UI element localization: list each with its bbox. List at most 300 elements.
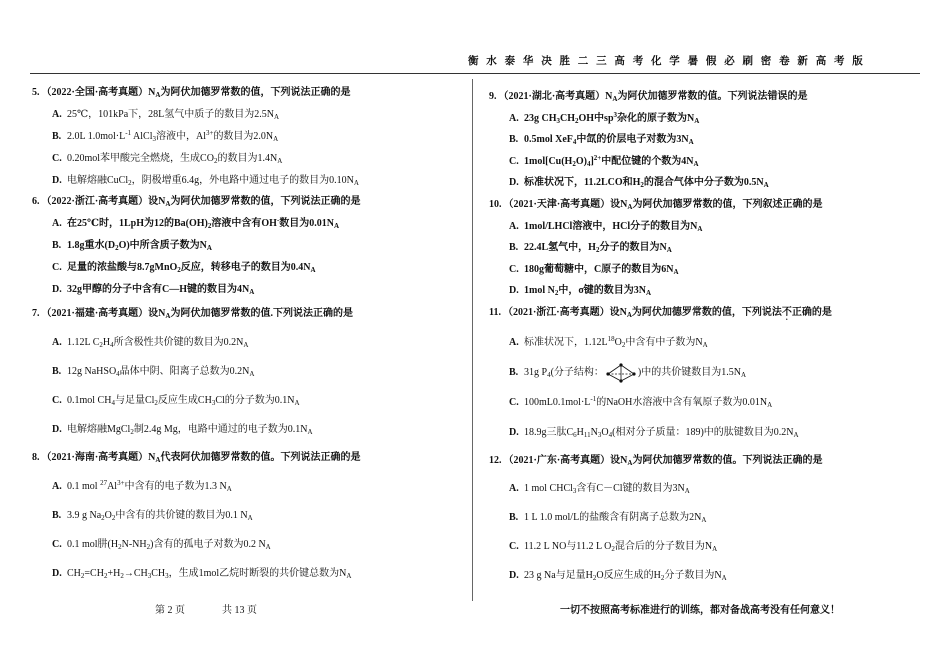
subscript: 4 — [110, 340, 114, 349]
footer-page-number: 第 2 页 — [155, 605, 185, 616]
question-number: 6. — [32, 196, 40, 207]
option-c — [489, 533, 822, 562]
question-text — [610, 199, 822, 210]
text-run: 设N — [148, 307, 166, 319]
text-run: O — [601, 427, 609, 438]
subscript: 2 — [621, 341, 626, 349]
subscript: A — [334, 222, 340, 230]
question-text — [610, 307, 832, 318]
question-10 — [489, 194, 822, 302]
option-label: B. — [52, 365, 62, 377]
text-run: 电解熔融CuCl — [67, 175, 129, 186]
option-label: D. — [52, 284, 62, 295]
subscript: 4 — [547, 371, 551, 379]
text-run: 为阿伏加德罗常数的值，下列说法正确的是 — [170, 196, 361, 207]
option-a — [489, 216, 822, 238]
text-run: 溶液中，Al — [155, 131, 206, 142]
question-number: 10. — [489, 199, 502, 210]
text-run: 0.5mol XeF — [524, 134, 573, 145]
question-6 — [32, 191, 360, 301]
subscript: A — [694, 116, 700, 125]
subscript: A — [346, 571, 352, 580]
footer-slogan: 一切不按照高考标准进行的训练，都对备战高考没有任何意义！ — [560, 605, 840, 616]
subscript: A — [273, 135, 279, 143]
subscript: A — [155, 91, 161, 99]
option-label: A. — [52, 480, 62, 492]
text-run: 设N — [610, 199, 628, 210]
option-label: D. — [509, 427, 519, 438]
text-run: 正确的是 — [791, 307, 832, 318]
text-run: N-NH — [121, 538, 147, 550]
subscript: A — [612, 95, 618, 103]
option-text — [67, 218, 339, 229]
question-number: 5. — [32, 87, 40, 98]
subscript: 2 — [111, 513, 116, 522]
text-run: 32g甲醇的分子中含有C—H键的数目为4N — [67, 284, 250, 295]
text-run: N — [148, 87, 156, 98]
subscript: A — [697, 224, 703, 233]
text-run: 中含有中子数为N — [625, 337, 703, 348]
option-label: A. — [52, 109, 62, 120]
option-a — [32, 213, 360, 235]
subscript: A — [243, 340, 249, 349]
option-text — [67, 175, 359, 186]
column-divider — [472, 79, 473, 601]
option-text — [524, 110, 700, 125]
text-run: 中含有的共价键的数目为0.1 N — [115, 509, 248, 521]
question-stem — [489, 194, 822, 216]
question-stem — [489, 86, 807, 108]
subscript: A — [277, 157, 283, 165]
subscript: A — [693, 159, 699, 168]
subscript: A — [247, 513, 253, 522]
text-run: 的混合气体中分子数为0.5N — [643, 177, 764, 188]
text-run: ] — [590, 155, 594, 167]
option-text — [524, 153, 699, 168]
subscript: 2 — [115, 244, 119, 252]
subscript: A — [673, 267, 679, 276]
question-8 — [32, 443, 360, 588]
option-label: C. — [509, 263, 519, 275]
text-run: 12g NaHSO — [67, 365, 117, 377]
subscript: 2 — [213, 157, 218, 165]
question-text — [605, 91, 807, 102]
option-b — [489, 504, 822, 533]
subscript: A — [274, 113, 280, 121]
option-b — [32, 357, 353, 386]
text-run: 0.1 mol — [67, 480, 101, 492]
option-label: A. — [509, 220, 519, 232]
subscript: A — [740, 371, 747, 379]
text-run: 23g CH — [524, 112, 557, 124]
text-run: 1.8g重水(D — [67, 240, 116, 251]
text-run: 为阿伏加德罗常数的值.下列说法正确的是 — [170, 307, 353, 319]
question-number: 12. — [489, 454, 502, 466]
text-run: 0.1 mol肼(H — [67, 538, 119, 550]
text-run: 晶体中阴、阳离子总数为0.2N — [119, 365, 250, 377]
text-run: CH — [560, 112, 575, 124]
text-run: ，阴极增重6.4g，外电路中通过电子的数目为0.10N — [131, 175, 354, 186]
subscript: 2 — [611, 544, 615, 553]
option-b — [489, 237, 822, 259]
option-text — [524, 427, 799, 438]
question-11 — [489, 298, 832, 448]
subscript: 2 — [177, 266, 181, 274]
text-run: Cl的分子数为0.1N — [215, 394, 295, 406]
option-label: D. — [509, 285, 519, 296]
superscript: 18 — [607, 335, 615, 343]
option-a — [32, 328, 353, 357]
text-run: 制2.4g Mg，电路中通过的电子数为0.1N — [133, 423, 308, 435]
question-7 — [32, 299, 353, 444]
text-run: 反应生成CH — [157, 394, 212, 406]
option-a — [489, 108, 807, 130]
option-text — [524, 221, 702, 232]
text-run: CH — [67, 567, 81, 579]
header-title: 衡水泰华决胜二三高考化学暑假必刷密卷新高考版 — [468, 56, 871, 67]
right-column — [489, 0, 929, 600]
text-run: Al — [107, 480, 118, 492]
subscript: 2 — [146, 542, 151, 551]
question-text — [148, 87, 350, 98]
text-run: 在25℃时，1LpH为12的Ba(OH) — [67, 218, 208, 229]
subscript: A — [702, 341, 708, 349]
option-label: B. — [509, 512, 519, 523]
option-d — [32, 415, 353, 444]
subscript: 4 — [608, 431, 613, 439]
text-run: ，生成1mol乙烷时断裂的共价键总数为N — [168, 567, 347, 579]
question-stem — [32, 443, 360, 472]
option-d — [489, 418, 832, 448]
superscript: 3 — [613, 110, 618, 119]
subscript: 3 — [211, 398, 216, 407]
option-b — [489, 129, 807, 151]
subscript: 2 — [128, 179, 132, 187]
option-text — [524, 541, 717, 552]
subscript: 2 — [154, 398, 158, 407]
question-source: （2021·浙江·高考真题） — [502, 307, 610, 318]
text-run: H — [576, 427, 584, 438]
option-text — [67, 131, 278, 142]
option-c — [489, 259, 822, 281]
subscript: 4 — [572, 138, 577, 146]
subscript: 2 — [99, 340, 103, 349]
subscript: A — [627, 203, 633, 211]
question-12 — [489, 447, 822, 591]
subscript: 2 — [80, 571, 85, 580]
text-run: 所含极性共价键的数目为0.2N — [113, 336, 244, 348]
question-source: （2021·广东·高考真题） — [503, 454, 611, 466]
option-text — [524, 483, 690, 494]
subscript: 11 — [583, 431, 591, 439]
subscript: 2 — [660, 573, 665, 582]
option-c — [32, 148, 359, 170]
option-text — [67, 424, 313, 435]
text-run: 0.1mol CH — [67, 394, 112, 406]
option-d — [32, 559, 360, 588]
text-run: 1mol[Cu(H — [524, 155, 573, 167]
question-text — [148, 196, 360, 207]
footer-total-pages: 共 13 页 — [222, 605, 257, 616]
question-stem — [32, 299, 353, 328]
emphasis-text: 不 — [781, 307, 792, 318]
subscript: 3 — [556, 116, 560, 125]
option-label: C. — [52, 153, 62, 164]
text-run: 31g P — [524, 367, 548, 378]
question-number: 9. — [489, 91, 497, 102]
text-run: 中配位键的个数为4N — [601, 155, 694, 167]
p4-structure-icon — [605, 363, 637, 383]
option-d — [489, 562, 822, 591]
text-run: 1mol/LHCl溶液中，HCl分子的数目为N — [524, 220, 698, 232]
text-run: 标准状况下，11.2LCO和H — [524, 177, 641, 188]
text-run: )中的共价键数目为1.5N — [637, 367, 741, 378]
subscript: A — [307, 427, 313, 436]
option-text — [524, 134, 694, 145]
text-run: 含有C－Cl键的数目为3N — [576, 483, 685, 495]
subscript: 6 — [573, 431, 577, 439]
subscript: A — [206, 244, 212, 252]
subscript: 2 — [592, 573, 597, 582]
text-run: )含有的孤电子对数为0.2 N — [150, 538, 266, 550]
option-b — [32, 126, 359, 148]
option-label: D. — [52, 423, 62, 435]
text-run: (分子结构： — [550, 367, 604, 378]
option-d — [32, 170, 359, 192]
option-a — [489, 475, 822, 504]
superscript: -1 — [125, 129, 132, 137]
option-c — [32, 530, 360, 559]
text-run: O反应生成的H — [596, 569, 661, 581]
subscript: A — [265, 542, 271, 551]
text-run: 中含有的电子数为1.3 N — [124, 480, 227, 492]
superscript: 2+ — [593, 153, 602, 162]
text-run: 分子的数目为N — [599, 242, 667, 253]
question-text — [610, 455, 822, 466]
option-label: C. — [52, 538, 62, 550]
text-run: 100mL0.1mol·L — [524, 397, 591, 408]
question-source: （2021·天津·高考真题） — [503, 199, 611, 210]
text-run: =CH — [84, 567, 104, 579]
option-label: A. — [52, 218, 62, 229]
text-run: OH中sp — [578, 112, 614, 124]
option-text — [67, 539, 271, 550]
subscript: 3 — [572, 487, 577, 496]
option-text — [67, 240, 212, 251]
option-text — [67, 337, 248, 348]
text-run: 标准状况下，1.12L — [524, 337, 608, 348]
subscript: A — [626, 311, 632, 319]
question-source: （2022·全国·高考真题） — [41, 87, 149, 98]
option-label: C. — [52, 262, 62, 273]
subscript: A — [721, 573, 727, 582]
subscript: A — [294, 398, 300, 407]
option-d — [489, 172, 807, 194]
subscript: A — [353, 179, 359, 187]
subscript: 2 — [595, 246, 600, 254]
text-run: CH — [151, 567, 166, 579]
question-source: （2021·海南·高考真题） — [41, 451, 149, 463]
option-text — [67, 510, 253, 521]
text-run: 分子数目为N — [664, 569, 722, 581]
superscript: -1 — [590, 395, 597, 403]
text-run: 反应，转移电子的数目为0.4N — [180, 262, 311, 273]
superscript: 3+ — [205, 129, 214, 137]
subscript: 4 — [586, 159, 591, 168]
text-run: 设N — [609, 307, 627, 318]
option-text — [67, 109, 279, 120]
option-text — [524, 397, 772, 408]
option-label: B. — [52, 509, 62, 521]
option-c — [32, 257, 360, 279]
subscript: A — [666, 246, 672, 254]
text-run: O)中所含质子数为N — [118, 240, 207, 251]
subscript: A — [310, 266, 316, 274]
option-text — [67, 395, 300, 406]
text-run: N — [605, 91, 613, 102]
text-run: N — [148, 451, 156, 463]
text-run: 1 L 1.0 mol/L的盐酸含有阴离子总数为2N — [524, 512, 702, 523]
question-source: （2022·浙江·高考真题） — [41, 196, 149, 207]
subscript: A — [712, 544, 718, 553]
text-run: 为阿伏加德罗常数的值，下列叙述正确的是 — [632, 199, 823, 210]
subscript: 2 — [207, 222, 212, 230]
option-text — [524, 367, 746, 378]
option-a — [489, 328, 832, 358]
text-run: O — [104, 509, 112, 521]
question-9 — [489, 86, 807, 194]
option-label: B. — [52, 131, 62, 142]
subscript: 4 — [111, 398, 115, 407]
subscript: 2 — [103, 571, 108, 580]
option-c — [32, 386, 353, 415]
text-run: 的数目为2.0N — [213, 131, 274, 142]
subscript: 2 — [640, 181, 644, 189]
text-run: 0.20mol苯甲酸完全燃烧，生成CO — [67, 153, 214, 164]
subscript: 4 — [116, 369, 120, 378]
option-text — [524, 285, 651, 296]
subscript: A — [627, 458, 633, 467]
text-run: 设N — [610, 454, 628, 466]
question-source: （2021·福建·高考真题） — [41, 307, 149, 319]
option-text — [67, 153, 282, 164]
text-run: 25℃，101kPa下，28L氢气中质子的数目为2.5N — [67, 109, 275, 120]
option-label: B. — [509, 134, 519, 145]
left-column — [32, 0, 462, 600]
text-run: O) — [575, 155, 587, 167]
subscript: 2 — [130, 427, 134, 436]
option-label: B. — [509, 367, 519, 378]
option-text — [524, 337, 708, 348]
text-run: →CH — [123, 567, 148, 579]
text-run: 3.9 g Na — [67, 509, 102, 521]
subscript: A — [155, 455, 161, 464]
subscript: A — [165, 311, 171, 320]
text-run: 1 mol CHCl — [524, 483, 573, 495]
superscript: - — [276, 216, 280, 224]
subscript: A — [684, 487, 690, 496]
text-run: 18.9g三肽C — [524, 427, 574, 438]
text-run: 23 g Na与足量H — [524, 569, 593, 581]
option-label: C. — [509, 540, 519, 552]
question-stem — [489, 447, 822, 476]
question-stem — [32, 191, 360, 213]
question-text — [148, 452, 360, 463]
text-run: 电解熔融MgCl — [67, 423, 131, 435]
subscript: A — [701, 516, 707, 524]
option-text — [524, 242, 672, 253]
option-b — [32, 501, 360, 530]
text-run: 11.2 L NO与11.2 L O — [524, 540, 612, 552]
subscript: A — [249, 369, 255, 378]
option-c — [489, 388, 832, 418]
subscript: 2 — [572, 159, 576, 168]
option-label: D. — [52, 567, 62, 579]
option-label: A. — [52, 336, 62, 348]
option-label: A. — [509, 483, 519, 495]
subscript: 2 — [554, 289, 559, 297]
question-number: 11. — [489, 307, 501, 318]
superscript: 27 — [100, 478, 108, 487]
subscript: A — [249, 288, 255, 296]
question-stem — [489, 298, 832, 328]
text-run: 180g葡萄糖中，C原子的数目为6N — [524, 263, 674, 275]
question-number: 8. — [32, 451, 40, 463]
option-label: C. — [52, 394, 62, 406]
option-text — [67, 284, 254, 295]
subscript: 3 — [165, 571, 169, 580]
text-run: 中氙的价层电子对数为3N — [576, 134, 689, 145]
text-run: 为阿伏加德罗常数的值。下列说法正确的是 — [632, 454, 823, 466]
option-label: D. — [509, 569, 519, 581]
subscript: 2 — [120, 571, 124, 580]
question-stem — [32, 82, 359, 104]
option-text — [67, 478, 232, 493]
text-run: 中，σ键的数目为3N — [558, 285, 647, 296]
subscript: A — [226, 484, 232, 493]
option-text — [524, 177, 769, 188]
subscript: A — [165, 200, 171, 208]
subscript: A — [767, 401, 773, 409]
text-run: 设N — [148, 196, 166, 207]
option-a — [32, 472, 360, 501]
question-number: 7. — [32, 307, 40, 319]
text-run: 为阿伏加德罗常数的值，下列说法 — [631, 307, 782, 318]
option-label: D. — [52, 175, 62, 186]
subscript: 3 — [597, 431, 602, 439]
text-run: 足量的浓盐酸与8.7gMnO — [67, 262, 178, 273]
text-run: 数目为0.01N — [279, 218, 335, 229]
text-run: AlCl — [131, 131, 153, 142]
text-run: 2.0L 1.0mol·L — [67, 131, 126, 142]
option-text — [524, 264, 679, 275]
subscript: A — [793, 431, 799, 439]
option-text — [524, 512, 706, 523]
question-5 — [32, 82, 359, 192]
option-label: A. — [509, 112, 519, 124]
subscript: 3 — [152, 135, 156, 143]
option-text — [67, 262, 316, 273]
text-run: H — [102, 336, 111, 348]
option-a — [32, 104, 359, 126]
text-run: 代表阿伏加德罗常数的值。下列说法正确的是 — [160, 451, 361, 463]
option-label: D. — [509, 177, 519, 188]
text-run: 的NaOH水溶液中含有氧原子数为0.01N — [596, 397, 768, 408]
option-text — [67, 366, 254, 377]
text-run: 混合后的分子数目为N — [614, 540, 713, 552]
option-label: B. — [509, 242, 519, 253]
text-run: 为阿伏加德罗常数的值，下列说法正确的是 — [160, 87, 351, 98]
